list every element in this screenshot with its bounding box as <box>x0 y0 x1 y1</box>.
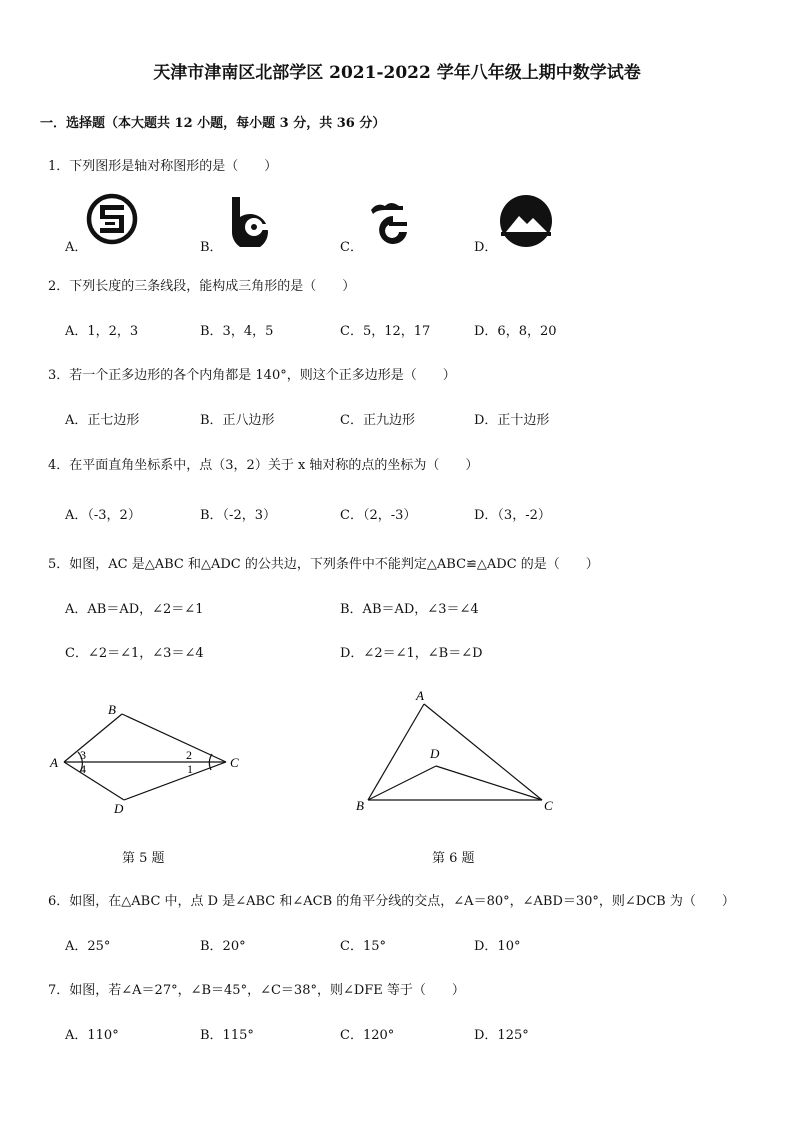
fig5-angle-1: 1 <box>187 762 193 776</box>
fig5-label-a: A <box>50 755 58 770</box>
question-6-stem: 6．如图，在△ABC 中，点 D 是∠ABC 和∠ACB 的角平分线的交点，∠A＝80°，∠ABD＝30°，则∠DCB 为（ ） <box>48 894 735 909</box>
q4-option-c: C．（2，-3） <box>340 508 417 523</box>
question-2-stem: 2．下列长度的三条线段，能构成三角形的是（ ） <box>48 279 356 294</box>
figure-5-quadrilateral <box>48 696 248 820</box>
q2-option-b: B．3，4，5 <box>200 324 274 339</box>
q4-option-b: B．（-2，3） <box>200 508 276 523</box>
fig6-label-c: C <box>544 798 553 813</box>
fig5-angle-4: 4 <box>80 762 86 776</box>
section-heading: 一．选择题（本大题共 12 小题，每小题 3 分，共 36 分） <box>40 116 386 131</box>
fig5-label-d: D <box>114 801 124 816</box>
q6-option-b: B．20° <box>200 939 246 954</box>
fig5-angle-2: 2 <box>186 748 192 762</box>
fig6-label-d: D <box>430 746 440 761</box>
q7-option-d: D．125° <box>474 1028 529 1043</box>
q1-option-c: C． <box>340 240 363 255</box>
fig5-label-b: B <box>108 702 116 717</box>
q6-option-c: C．15° <box>340 939 386 954</box>
q7-option-c: C．120° <box>340 1028 395 1043</box>
fig5-label-c: C <box>230 755 239 770</box>
q3-option-d: D．正十边形 <box>474 413 550 428</box>
q3-option-c: C．正九边形 <box>340 413 415 428</box>
question-7-stem: 7．如图，若∠A＝27°，∠B＝45°，∠C＝38°，则∠DFE 等于（ ） <box>48 983 465 998</box>
q1-option-b: B． <box>200 240 223 255</box>
bank-logo-b-icon <box>226 193 278 247</box>
q5-option-b: B．AB＝AD，∠3＝∠4 <box>340 602 479 617</box>
q4-option-a: A．（-3，2） <box>65 508 141 523</box>
q2-option-c: C．5，12，17 <box>340 324 431 339</box>
q1-option-d: D． <box>474 240 498 255</box>
question-5-stem: 5．如图，AC 是△ABC 和△ADC 的公共边，下列条件中不能判定△ABC≌△ADC 的是（ ） <box>48 557 599 572</box>
q7-option-b: B．115° <box>200 1028 254 1043</box>
q6-option-a: A．25° <box>65 939 111 954</box>
q2-option-d: D．6，8，20 <box>474 324 557 339</box>
q3-option-a: A．正七边形 <box>65 413 140 428</box>
figure-6-triangle <box>352 686 562 816</box>
fig5-angle-3: 3 <box>80 748 86 762</box>
fig6-label-b: B <box>356 798 364 813</box>
question-3-stem: 3．若一个正多边形的各个内角都是 140°，则这个正多边形是（ ） <box>48 368 456 383</box>
figure-6-caption: 第 6 题 <box>432 851 475 866</box>
bank-logo-a-icon <box>86 193 138 245</box>
bank-logo-c-icon <box>363 196 417 248</box>
q4-option-d: D．（3，-2） <box>474 508 551 523</box>
q6-option-d: D．10° <box>474 939 521 954</box>
bank-logo-d-icon <box>497 192 555 250</box>
q5-option-d: D．∠2＝∠1，∠B＝∠D <box>340 646 483 661</box>
q7-option-a: A．110° <box>65 1028 119 1043</box>
q5-option-a: A．AB＝AD，∠2＝∠1 <box>65 602 204 617</box>
q2-option-a: A．1，2，3 <box>65 324 139 339</box>
question-1-stem: 1．下列图形是轴对称图形的是（ ） <box>48 159 278 174</box>
q1-option-a: A． <box>65 240 88 255</box>
question-4-stem: 4．在平面直角坐标系中，点（3，2）关于 x 轴对称的点的坐标为（ ） <box>48 458 479 473</box>
fig6-label-a: A <box>416 688 424 703</box>
q5-option-c: C．∠2＝∠1，∠3＝∠4 <box>65 646 204 661</box>
q3-option-b: B．正八边形 <box>200 413 275 428</box>
page-title: 天津市津南区北部学区 2021-2022 学年八年级上期中数学试卷 <box>153 63 641 83</box>
figure-5-caption: 第 5 题 <box>122 851 165 866</box>
